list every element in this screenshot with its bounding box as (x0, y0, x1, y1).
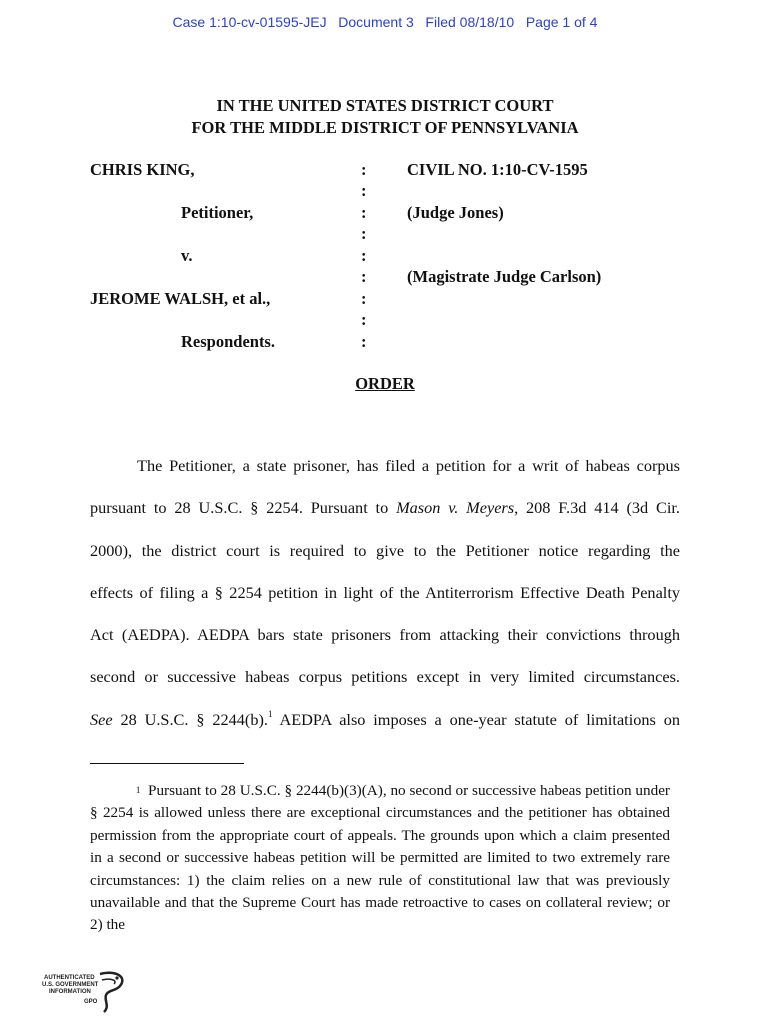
gpo-eagle-icon (40, 970, 132, 1014)
petitioner-role: Petitioner, (181, 203, 254, 222)
footnote (90, 780, 670, 937)
court-title-line-2: FOR THE MIDDLE DISTRICT OF PENNSYLVANIA (191, 118, 579, 137)
filing-header: Case 1:10-cv-01595-JEJ Document 3 Filed 08/18/10 Page 1 of 4 (172, 14, 598, 30)
footnote-text: Pursuant to 28 U.S.C. § 2244(b)(3)(A), no second or successive habeas petition under § 2254 is allowed unless there are exceptional circumstances and the petitioner has obtained permission from the appropriate court of appeals. The grounds upon which a claim presented in a second or successive habeas petition will be permitted are limited to two extremely rare circumstances: 1) the claim relies on a new rule of constitutional law that was previously unavailable and that the Supreme Court has made retroactive to cases on collateral review; or 2) the (90, 782, 670, 934)
footnote-separator (90, 763, 244, 764)
magistrate-judge: (Magistrate Judge Carlson) (407, 267, 602, 286)
caption-colon: : (361, 289, 367, 308)
case-citation: Mason v. Meyers (396, 498, 515, 517)
body-text: , 208 F.3d 414 (3d Cir. (514, 498, 681, 517)
petitioner-name: CHRIS KING, (90, 160, 195, 179)
caption-colon: : (361, 224, 367, 243)
body-line-4: effects of filing a § 2254 petition in light of the Antiterrorism Effective Death Penalty (90, 583, 680, 602)
caption-colon: : (361, 160, 367, 179)
body-line-5: Act (AEDPA). AEDPA bars state prisoners from attacking their convictions through (90, 625, 680, 644)
body-line-1: The Petitioner, a state prisoner, has filed a petition for a writ of habeas corpus (137, 456, 680, 475)
caption-colon: : (361, 203, 367, 222)
eagle-eye (115, 976, 118, 979)
caption-colon: : (361, 246, 367, 265)
eagle-stroke (100, 973, 122, 1012)
caption-colon: : (361, 267, 367, 286)
eagle-wing (102, 979, 115, 984)
court-title-line-1: IN THE UNITED STATES DISTRICT COURT (216, 96, 554, 115)
body-line-7 (90, 710, 680, 730)
respondent-name: JEROME WALSH, et al., (90, 289, 271, 308)
logo-text-authenticated: AUTHENTICATED (44, 975, 95, 981)
body-line-3: 2000), the district court is required to give to the Petitioner notice regarding the (90, 541, 680, 560)
order-heading: ORDER (355, 374, 415, 393)
logo-text-government: U.S. GOVERNMENT (42, 982, 99, 988)
versus: v. (181, 246, 193, 265)
caption-colon: : (361, 181, 367, 200)
body-line-6: second or successive habeas corpus petitions except in very limited circumstances. (90, 667, 680, 686)
judge: (Judge Jones) (407, 203, 504, 222)
footnote-reference: 1 (267, 709, 273, 719)
body-text: AEDPA also imposes a one-year statute of limitations on (272, 710, 680, 729)
respondent-role: Respondents. (181, 332, 275, 351)
footnote-indent (90, 780, 148, 802)
logo-text-gpo: GPO (84, 999, 98, 1005)
court-title (0, 95, 770, 139)
logo-text-information: INFORMATION (49, 989, 91, 995)
civil-number: CIVIL NO. 1:10-CV-1595 (407, 160, 588, 179)
footnote-marker: 1 (135, 785, 141, 795)
body-line-2 (90, 498, 680, 518)
signal-see: See (90, 710, 113, 729)
body-text: pursuant to 28 U.S.C. § 2254. Pursuant to (90, 498, 397, 517)
caption-colon: : (361, 310, 367, 329)
body-text: 28 U.S.C. § 2244(b). (112, 710, 268, 729)
caption-colon: : (361, 332, 367, 351)
